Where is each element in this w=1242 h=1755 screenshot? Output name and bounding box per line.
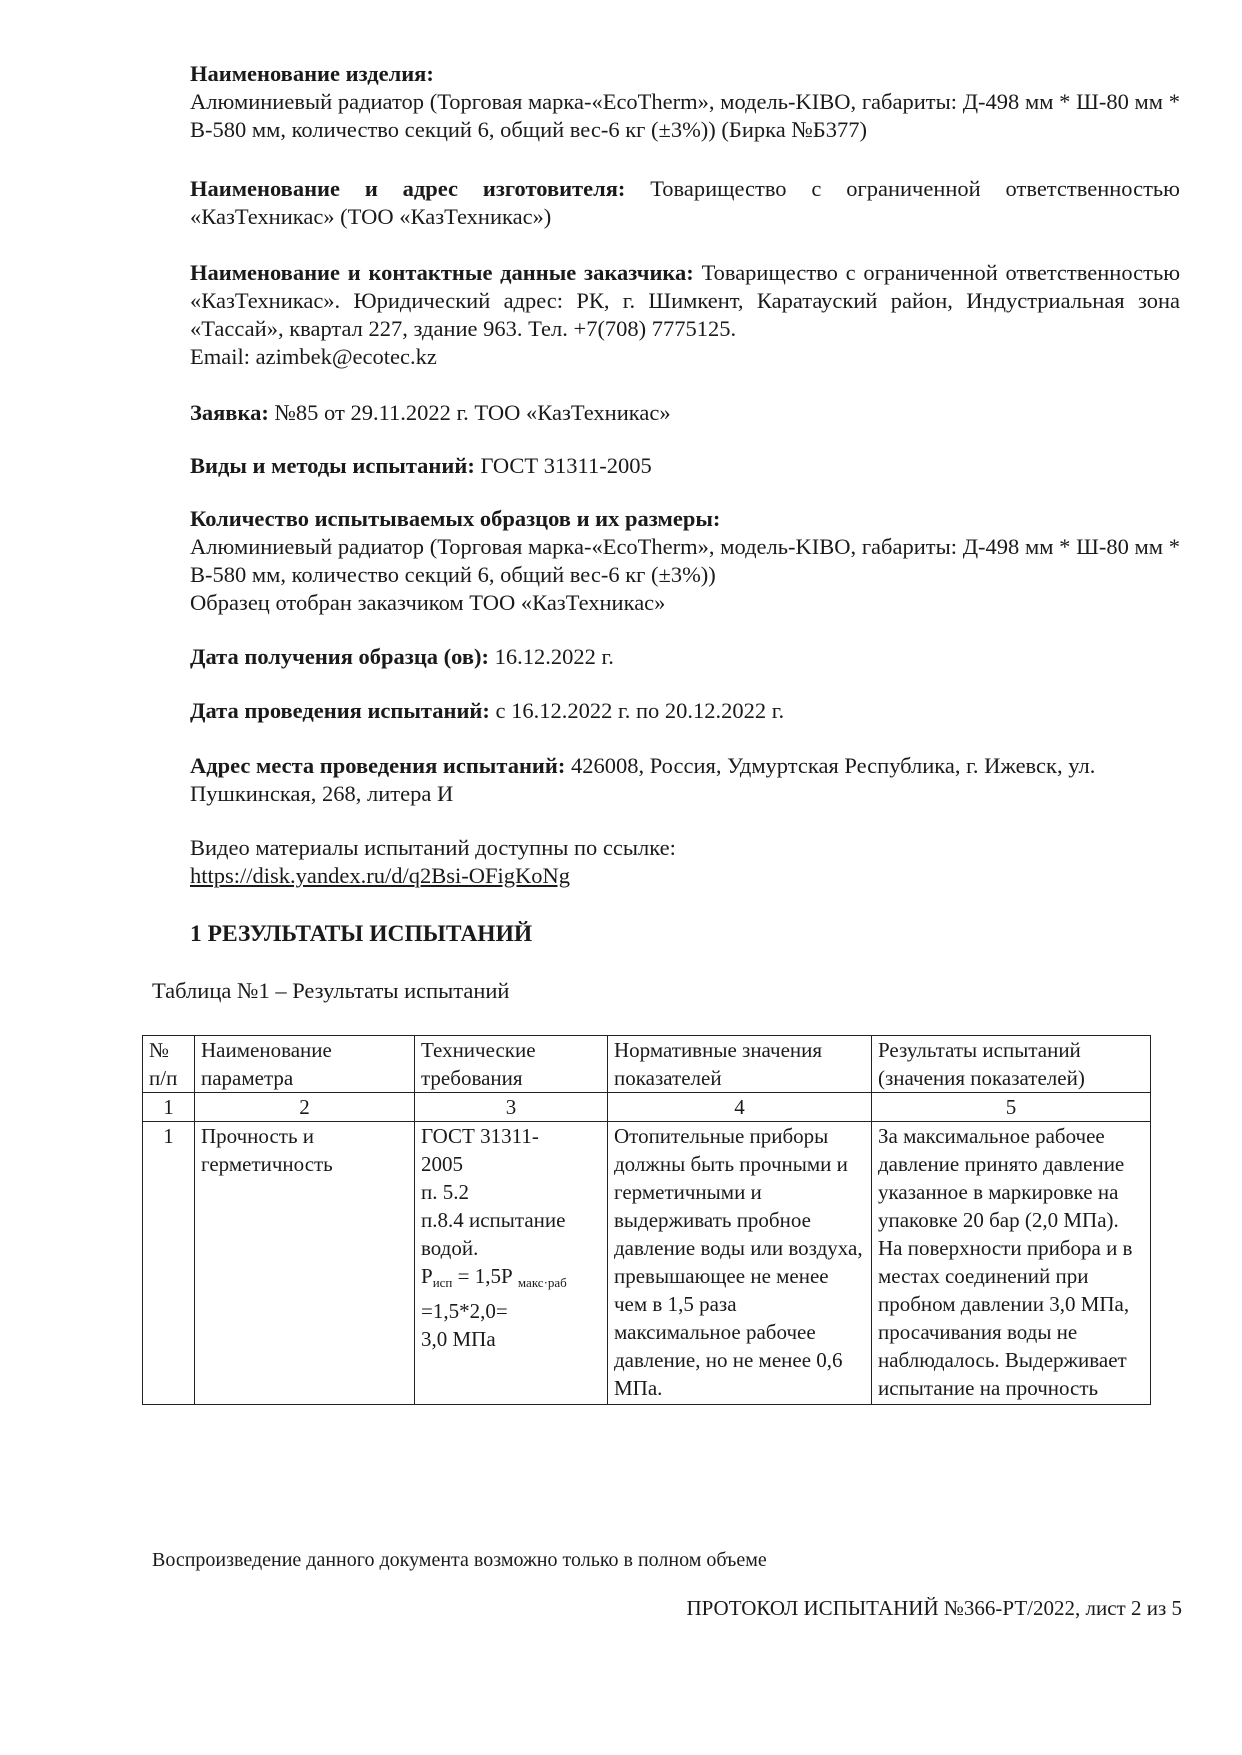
methods-line [190, 452, 1180, 480]
formula-subscript: исп [432, 1275, 453, 1290]
receipt-date-text: 16.12.2022 г. [494, 644, 614, 669]
samples-note: Образец отобран заказчиком ТОО «КазТехникас» [190, 590, 666, 615]
param-cell: Прочность и герметичность [195, 1122, 415, 1405]
video-text: Видео материалы испытаний доступны по ссылке: [190, 835, 676, 860]
customer-email: Email: azimbek@ecotec.kz [190, 344, 437, 369]
customer-text: Товарищество с ограниченной ответственностью «КазТехникас». Юридический адрес: РК, г. Шимкент, Каратауский район, Индустриальная зона «Тассай», квартал 227, здание 963. Тел. +7(708) 7775125. [190, 260, 1181, 341]
formula-line-2: =1,5*2,0= [421, 1299, 508, 1323]
video-link[interactable]: https://disk.yandex.ru/d/q2Bsi-OFigKoNg [190, 863, 571, 888]
formula-subscript: макс·раб [517, 1275, 567, 1290]
results-table [142, 1035, 1151, 1405]
req-line: 2005 [421, 1152, 463, 1176]
product-block [190, 60, 1180, 144]
receipt-date-line [190, 643, 1180, 671]
formula-line-3: 3,0 МПа [421, 1327, 496, 1351]
protocol-number: ПРОТОКОЛ ИСПЫТАНИЙ №366-РТ/2022, лист 2 из 5 [686, 1596, 1182, 1620]
methods-label: Виды и методы испытаний: [190, 453, 475, 478]
row-number: 1 [143, 1122, 195, 1405]
header-cell: Технические требования [415, 1036, 608, 1093]
norm-cell: Отопительные приборы должны быть прочными и герметичными и выдерживать пробное давление воды или воздуха, превышающее не менее чем в 1,5 раза максимальное рабочее давление, но не менее 0,6 МПа. [608, 1122, 872, 1405]
test-dates-text: с 16.12.2022 г. по 20.12.2022 г. [495, 698, 785, 723]
application-line [190, 399, 1180, 427]
manufacturer-block [190, 175, 1180, 231]
table-caption: Таблица №1 – Результаты испытаний [152, 978, 510, 1003]
req-line: п. 5.2 [421, 1180, 469, 1204]
formula-expression: = 1,5Р [452, 1264, 518, 1288]
test-address-block [190, 752, 1180, 808]
header-cell: Нормативные значения показателей [608, 1036, 872, 1093]
header-cell: Результаты испытаний (значения показателей) [872, 1036, 1151, 1093]
customer-label: Наименование и контактные данные заказчика: [190, 260, 694, 285]
column-number: 4 [608, 1093, 872, 1122]
table-header-row [143, 1036, 1151, 1093]
req-line: п.8.4 испытание [421, 1208, 566, 1232]
product-text: Алюминиевый радиатор (Торговая марка-«EcoTherm», модель-KIBO, габариты: Д-498 мм * Ш-80 мм * В-580 мм, количество секций 6, общий вес-6 кг (±3%)) (Бирка №Б377) [190, 89, 1180, 142]
receipt-date-label: Дата получения образца (ов): [190, 644, 490, 669]
header-cell: № п/п [143, 1036, 195, 1093]
test-address-text: 426008, Россия, Удмуртская Республика, г. Ижевск, ул. Пушкинская, 268, литера И [190, 753, 1096, 806]
column-number: 3 [415, 1093, 608, 1122]
samples-label: Количество испытываемых образцов и их размеры: [190, 506, 721, 531]
test-dates-line [190, 697, 1180, 725]
application-label: Заявка: [190, 400, 269, 425]
table-row [143, 1122, 1151, 1405]
table-number-row [143, 1093, 1151, 1122]
samples-block [190, 505, 1180, 617]
section-title: 1 РЕЗУЛЬТАТЫ ИСПЫТАНИЙ [190, 921, 533, 947]
test-address-label: Адрес места проведения испытаний: [190, 753, 566, 778]
column-number: 5 [872, 1093, 1151, 1122]
column-number: 1 [143, 1093, 195, 1122]
header-cell: Наименование параметра [195, 1036, 415, 1093]
footer-note: Воспроизведение данного документа возможно только в полном объеме [152, 1549, 767, 1571]
formula-symbol: Р [421, 1264, 433, 1288]
manufacturer-label: Наименование и адрес изготовителя: [190, 176, 626, 201]
formula-line [421, 1262, 601, 1297]
result-cell: За максимальное рабочее давление принято давление указанное в маркировке на упаковке 20 бар (2,0 МПа). На поверхности прибора и в местах соединений при пробном давлении 3,0 МПа, просачивания воды не наблюдалось. Выдерживает испытание на прочность [872, 1122, 1151, 1405]
video-block [190, 834, 1180, 890]
methods-text: ГОСТ 31311-2005 [480, 453, 652, 478]
req-line: ГОСТ 31311- [421, 1124, 539, 1148]
requirements-cell [415, 1122, 608, 1405]
manufacturer-text: Товарищество с ограниченной ответственностью «КазТехникас» (ТОО «КазТехникас») [190, 176, 1180, 229]
customer-block [190, 259, 1180, 371]
test-dates-label: Дата проведения испытаний: [190, 698, 490, 723]
application-text: №85 от 29.11.2022 г. ТОО «КазТехникас» [274, 400, 671, 425]
product-label: Наименование изделия: [190, 61, 434, 86]
req-line: водой. [421, 1236, 479, 1260]
column-number: 2 [195, 1093, 415, 1122]
samples-text: Алюминиевый радиатор (Торговая марка-«EcoTherm», модель-KIBO, габариты: Д-498 мм * Ш-80 мм * В-580 мм, количество секций 6, общий вес-6 кг (±3%)) [190, 534, 1180, 587]
